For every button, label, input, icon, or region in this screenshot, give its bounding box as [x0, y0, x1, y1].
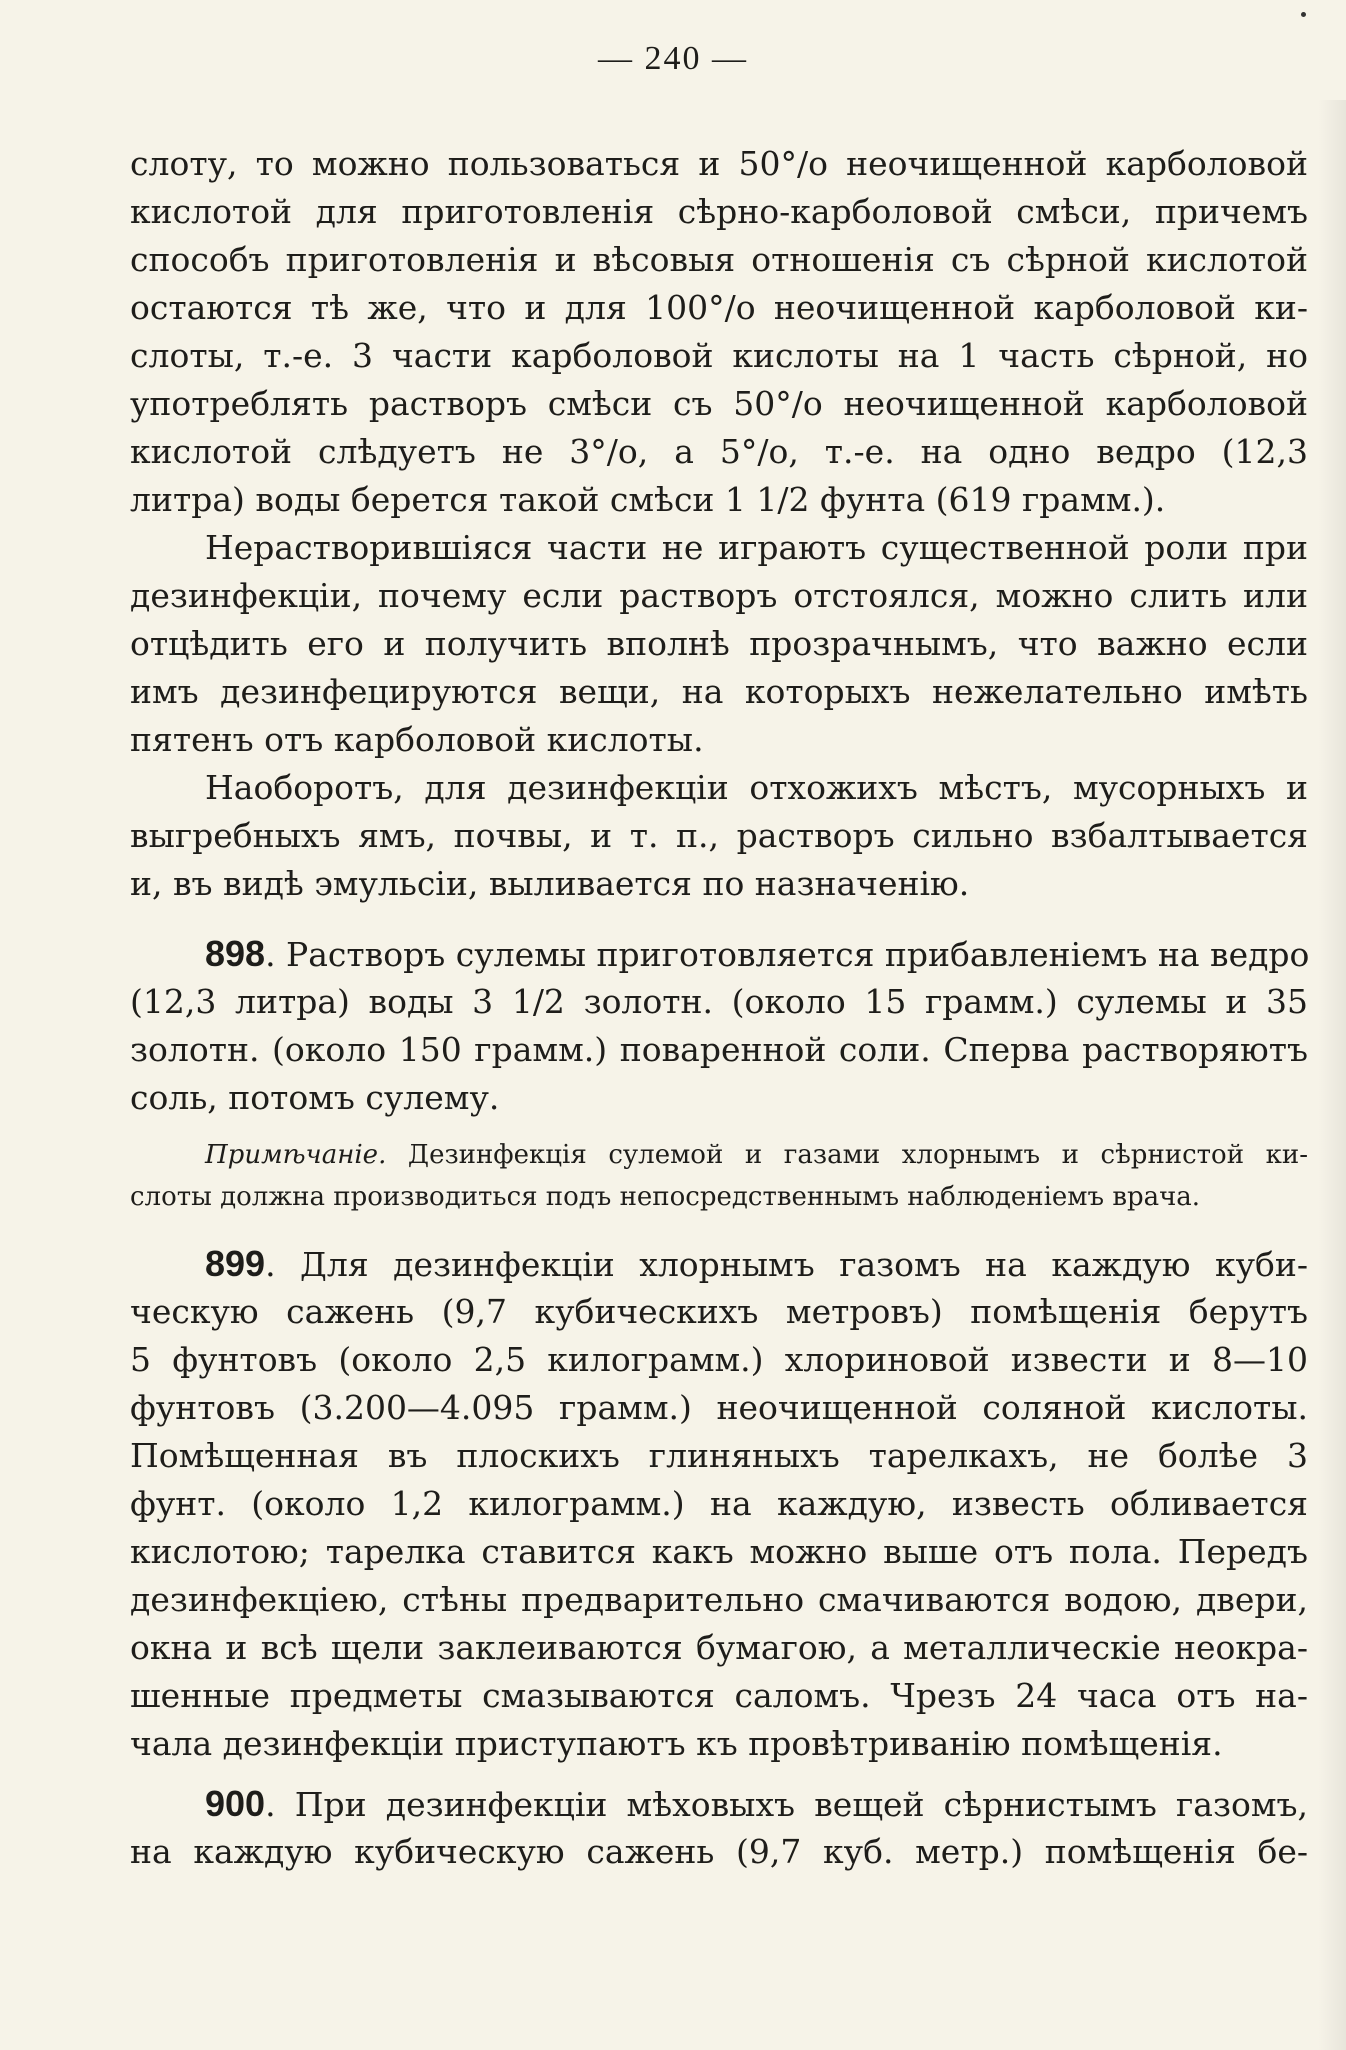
section-number: 900	[205, 1783, 266, 1824]
section-899	[130, 1240, 1308, 1768]
text-line: имъ дезинфецируются вещи, на которыхъ нежелательно имѣть	[130, 672, 1308, 711]
section-text: . Для дезинфекціи хлорнымъ газомъ на каждую куби-	[265, 1245, 1308, 1284]
paragraph-continuation	[130, 140, 1308, 524]
text-line: слоты, т.-е. 3 части карболовой кислоты на 1 часть сѣрной, но	[130, 336, 1308, 375]
section-text: . Растворъ сулемы приготовляется прибавленіемъ на ведро	[265, 935, 1310, 974]
note-text: Дезинфекція сулемой и газами хлорнымъ и сѣрнистой ки-	[386, 1140, 1308, 1170]
text-line: употреблять растворъ смѣси съ 50°/о неочищенной карболовой	[130, 384, 1308, 423]
text-line: кислотой для приготовленія сѣрно-карболовой смѣси, причемъ	[130, 192, 1308, 231]
spacer	[130, 1768, 1308, 1780]
note-line: слоты должна производиться подъ непосредственнымъ наблюденіемъ врача.	[130, 1182, 1201, 1212]
text-line: Помѣщенная въ плоскихъ глиняныхъ тарелкахъ, не болѣе 3	[130, 1436, 1308, 1475]
paragraph-insoluble-parts	[130, 524, 1308, 764]
section-number: 899	[205, 1243, 266, 1284]
text-line: соль, потомъ сулему.	[130, 1078, 500, 1117]
spacer	[130, 908, 1308, 930]
text-line: ческую сажень (9,7 кубическихъ метровъ) помѣщенія берутъ	[130, 1292, 1308, 1331]
spacer	[130, 1218, 1308, 1240]
section-898	[130, 930, 1308, 1122]
text-line: Нерастворившiяся части не играютъ существенной роли при	[205, 528, 1308, 567]
text-line: золотн. (около 150 грамм.) поваренной соли. Сперва растворяютъ	[130, 1030, 1308, 1069]
page-edge-shadow	[1318, 100, 1346, 2050]
text-line: пятенъ отъ карболовой кислоты.	[130, 720, 704, 759]
text-line: и, въ видѣ эмульсіи, выливается по назначенію.	[130, 864, 970, 903]
text-line: 5 фунтовъ (около 2,5 килограмм.) хлориновой извести и 8—10	[130, 1340, 1308, 1379]
text-line: выгребныхъ ямъ, почвы, и т. п., растворъ сильно взбалтывается	[130, 816, 1308, 855]
text-line: окна и всѣ щели заклеиваются бумагою, а металлическіе неокра-	[130, 1628, 1308, 1667]
text-line: на каждую кубическую сажень (9,7 куб. метр.) помѣщенія бе-	[130, 1832, 1308, 1871]
section-text: . При дезинфекціи мѣховыхъ вещей сѣрнистымъ газомъ,	[265, 1785, 1308, 1824]
text-line: чала дезинфекціи приступаютъ къ провѣтриванію помѣщенія.	[130, 1724, 1223, 1763]
text-line: шенные предметы смазываются саломъ. Чрезъ 24 часа отъ на-	[130, 1676, 1308, 1715]
text-line: литра) воды берется такой смѣси 1 1/2 фунта (619 грамм.).	[130, 480, 1166, 519]
section-number: 898	[205, 933, 266, 974]
section-900	[130, 1780, 1308, 1876]
text-line: отцѣдить его и получить вполнѣ прозрачнымъ, что важно если	[130, 624, 1308, 663]
text-line: способъ приготовленія и вѣсовыя отношенія съ сѣрной кислотой	[130, 240, 1308, 279]
text-line: дезинфекціи, почему если растворъ отстоялся, можно слить или	[130, 576, 1308, 615]
text-line: Наоборотъ, для дезинфекціи отхожихъ мѣстъ, мусорныхъ и	[205, 768, 1308, 807]
page-number: — 240 —	[598, 40, 748, 77]
text-line: кислотою; тарелка ставится какъ можно выше отъ пола. Передъ	[130, 1532, 1308, 1571]
text-line	[130, 1780, 1308, 1828]
note-label: Примѣчаніе.	[205, 1140, 387, 1170]
text-line	[130, 1240, 1308, 1288]
page-body	[130, 140, 1308, 1876]
text-line	[130, 930, 1308, 978]
text-line: слоту, то можно пользоваться и 50°/о неочищенной карболовой	[130, 144, 1308, 183]
text-line: (12,3 литра) воды 3 1/2 золотн. (около 15 грамм.) сулемы и 35	[130, 982, 1308, 1021]
print-speck	[1301, 12, 1306, 17]
spacer	[130, 1122, 1308, 1134]
footnote-remark	[130, 1134, 1308, 1218]
paragraph-emulsion	[130, 764, 1308, 908]
text-line: дезинфекціею, стѣны предварительно смачиваются водою, двери,	[130, 1580, 1308, 1619]
text-line: остаются тѣ же, что и для 100°/о неочищенной карболовой ки-	[130, 288, 1308, 327]
text-line: фунт. (около 1,2 килограмм.) на каждую, известь обливается	[130, 1484, 1308, 1523]
text-line: фунтовъ (3.200—4.095 грамм.) неочищенной соляной кислоты.	[130, 1388, 1308, 1427]
note-line	[130, 1134, 1308, 1176]
text-line: кислотой слѣдуетъ не 3°/о, а 5°/о, т.-е. на одно ведро (12,3	[130, 432, 1308, 471]
